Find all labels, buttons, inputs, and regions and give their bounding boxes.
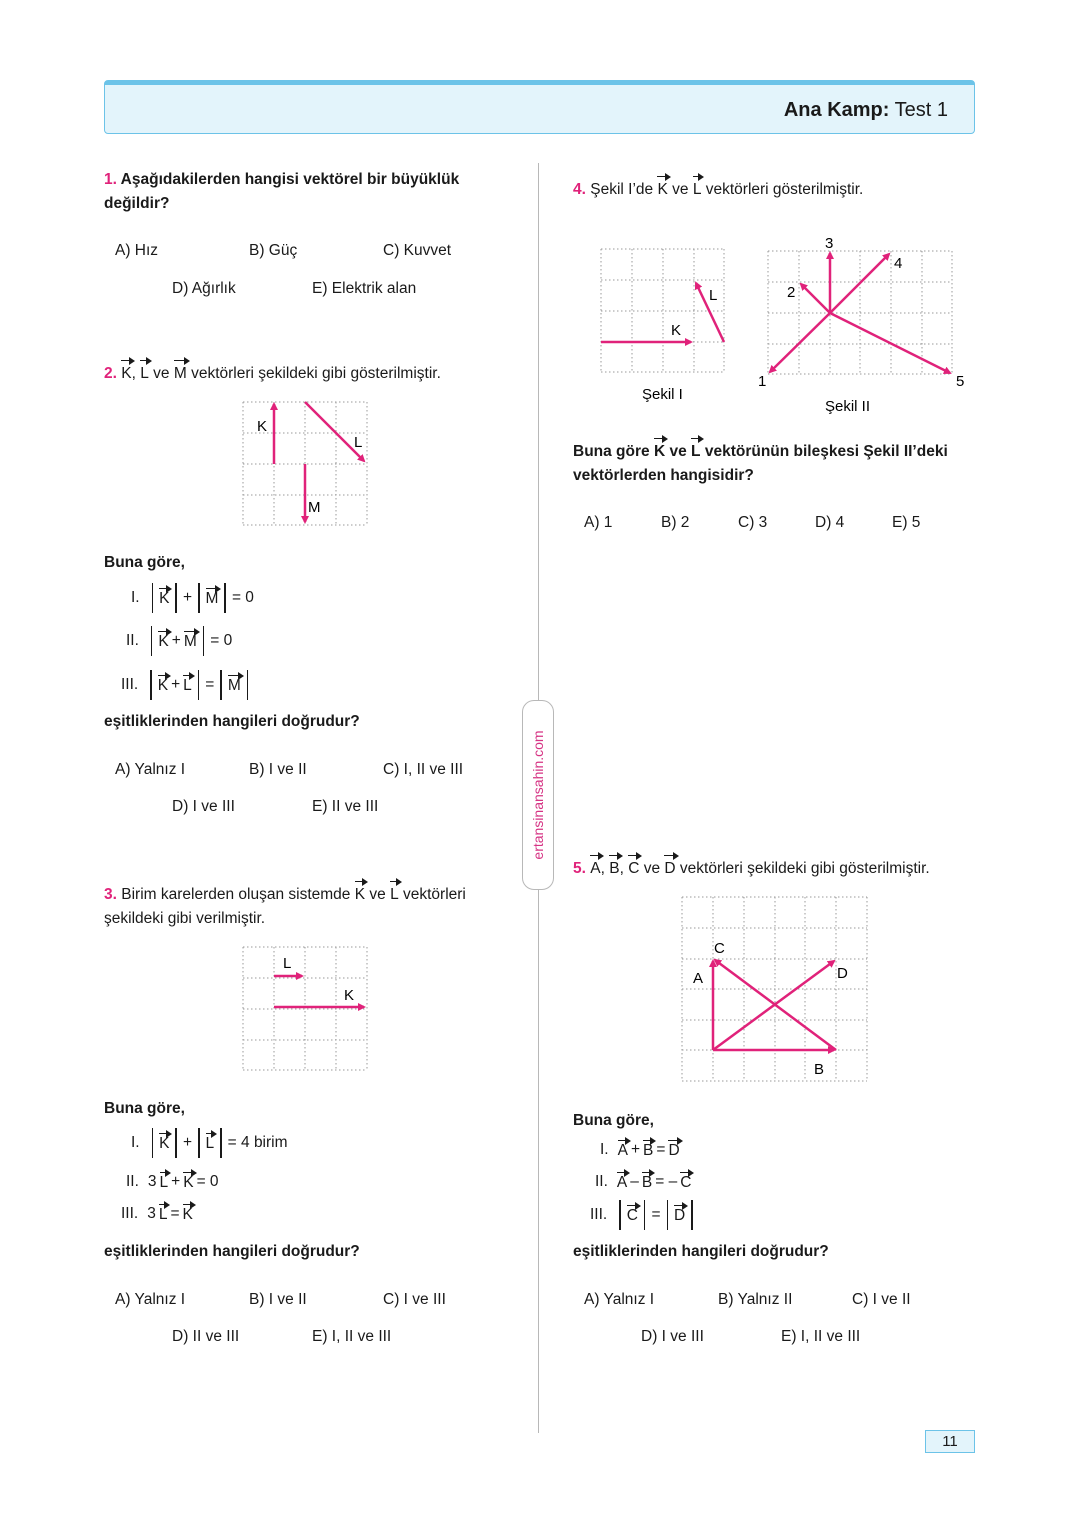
q3-statement-2: II. 3 L + K = 0	[126, 1173, 219, 1191]
q5-label-b: B	[814, 1061, 825, 1078]
q4-number-3: 3	[825, 235, 834, 252]
q4-number-5: 5	[956, 373, 965, 390]
q1-option-d[interactable]: D) Ağırlık	[172, 280, 236, 297]
q4-figure-2	[752, 232, 972, 422]
q4-label-k: K	[671, 322, 682, 339]
q5-intro: 5. A, B, C ve D vektörleri şekildeki gibi gösterilmiştir.	[573, 855, 993, 881]
q2-option-e[interactable]: E) II ve III	[312, 798, 379, 815]
q3-intro: 3. Birim karelerden oluşan sistemde K ve L vektörleri şekildeki gibi verilmiştir.	[104, 881, 524, 931]
q4-question: Buna göre K ve L vektörünün bileşkesi Şekil II’deki vektörlerden hangisidir?	[573, 438, 983, 488]
q3-option-d[interactable]: D) II ve III	[172, 1328, 240, 1345]
q5-option-b[interactable]: B) Yalnız II	[718, 1291, 793, 1308]
page-header	[104, 80, 975, 134]
q5-statement-3: III. C = D	[590, 1200, 696, 1230]
q3-label-k: K	[344, 987, 355, 1004]
q3-question: eşitliklerinden hangileri doğrudur?	[104, 1243, 360, 1260]
q5-label-a: A	[693, 970, 704, 987]
q3-buna-gore: Buna göre,	[104, 1100, 185, 1117]
q3-label-l: L	[283, 955, 292, 972]
q4-number-1: 1	[758, 373, 767, 390]
q4-figure-1-label: Şekil I	[642, 386, 683, 403]
q3-statement-3: III. 3 L = K	[121, 1205, 193, 1223]
q2-statement-3: III. K + L = M	[121, 670, 251, 700]
q5-question: eşitliklerinden hangileri doğrudur?	[573, 1243, 829, 1260]
q5-option-e[interactable]: E) I, II ve III	[781, 1328, 861, 1345]
q2-vector-l	[305, 402, 364, 461]
q3-statement-1: I. K + L = 4 birim	[131, 1128, 288, 1158]
q4-label-l: L	[709, 287, 718, 304]
q4-vector-2	[801, 284, 830, 313]
q3-option-b[interactable]: B) I ve II	[249, 1291, 307, 1308]
q2-buna-gore: Buna göre,	[104, 554, 185, 571]
q1-option-a[interactable]: A) Hız	[115, 242, 159, 259]
q2-label-l: L	[354, 434, 363, 451]
q4-vector-5	[830, 313, 950, 373]
q5-option-c[interactable]: C) I ve II	[852, 1291, 911, 1308]
q4-number-2: 2	[787, 284, 796, 301]
q2-label-m: M	[308, 499, 321, 516]
q4-vector-1	[770, 313, 830, 372]
header-title: Ana Kamp: Test 1	[783, 99, 948, 121]
q5-statement-1: I. A + B = D	[600, 1141, 680, 1159]
q5-vector-d	[713, 961, 834, 1050]
q4-intro: 4. Şekil I’de K ve L vektörleri gösterilmiştir.	[573, 176, 993, 202]
q1-option-e[interactable]: E) Elektrik alan	[312, 280, 417, 297]
q3-option-e[interactable]: E) I, II ve III	[312, 1328, 392, 1345]
q4-figure-2-label: Şekil II	[825, 398, 871, 415]
page-number: 11	[925, 1430, 975, 1453]
q2-statement-1: I. K + M = 0	[131, 583, 254, 613]
q2-option-b[interactable]: B) I ve II	[249, 761, 307, 778]
q2-option-d[interactable]: D) I ve III	[172, 798, 235, 815]
q5-option-a[interactable]: A) Yalnız I	[584, 1291, 655, 1308]
q2-option-a[interactable]: A) Yalnız I	[115, 761, 186, 778]
q2-statement-2: II. K + M = 0	[126, 626, 232, 656]
watermark: ertansinansahin.com	[522, 700, 554, 890]
q4-option-a[interactable]: A) 1	[584, 514, 613, 531]
q5-buna-gore: Buna göre,	[573, 1112, 654, 1129]
q2-question: eşitliklerinden hangileri doğrudur?	[104, 713, 360, 730]
q2-label-k: K	[257, 418, 268, 435]
q5-option-d[interactable]: D) I ve III	[641, 1328, 704, 1345]
q4-option-b[interactable]: B) 2	[661, 514, 690, 531]
q3-vector-grid	[230, 940, 380, 1075]
q1-option-b[interactable]: B) Güç	[249, 242, 298, 259]
q3-option-a[interactable]: A) Yalnız I	[115, 1291, 186, 1308]
q2-intro: 2. K, L ve M vektörleri şekildeki gibi gösterilmiştir.	[104, 360, 524, 386]
q4-number-4: 4	[894, 255, 903, 272]
q4-option-d[interactable]: D) 4	[815, 514, 845, 531]
q2-vector-grid	[230, 395, 380, 530]
q5-statement-2: II. A – B = – C	[595, 1173, 692, 1191]
q1-text: 1. Aşağıdakilerden hangisi vektörel bir büyüklük değildir?	[104, 171, 460, 212]
q1-option-c[interactable]: C) Kuvvet	[383, 242, 452, 259]
q5-label-c: C	[714, 940, 725, 957]
q5-label-d: D	[837, 965, 848, 982]
q4-figure-1	[590, 240, 740, 410]
q3-option-c[interactable]: C) I ve III	[383, 1291, 446, 1308]
q4-option-e[interactable]: E) 5	[892, 514, 921, 531]
q5-vector-grid	[670, 890, 880, 1090]
q4-option-c[interactable]: C) 3	[738, 514, 768, 531]
q2-option-c[interactable]: C) I, II ve III	[383, 761, 464, 778]
